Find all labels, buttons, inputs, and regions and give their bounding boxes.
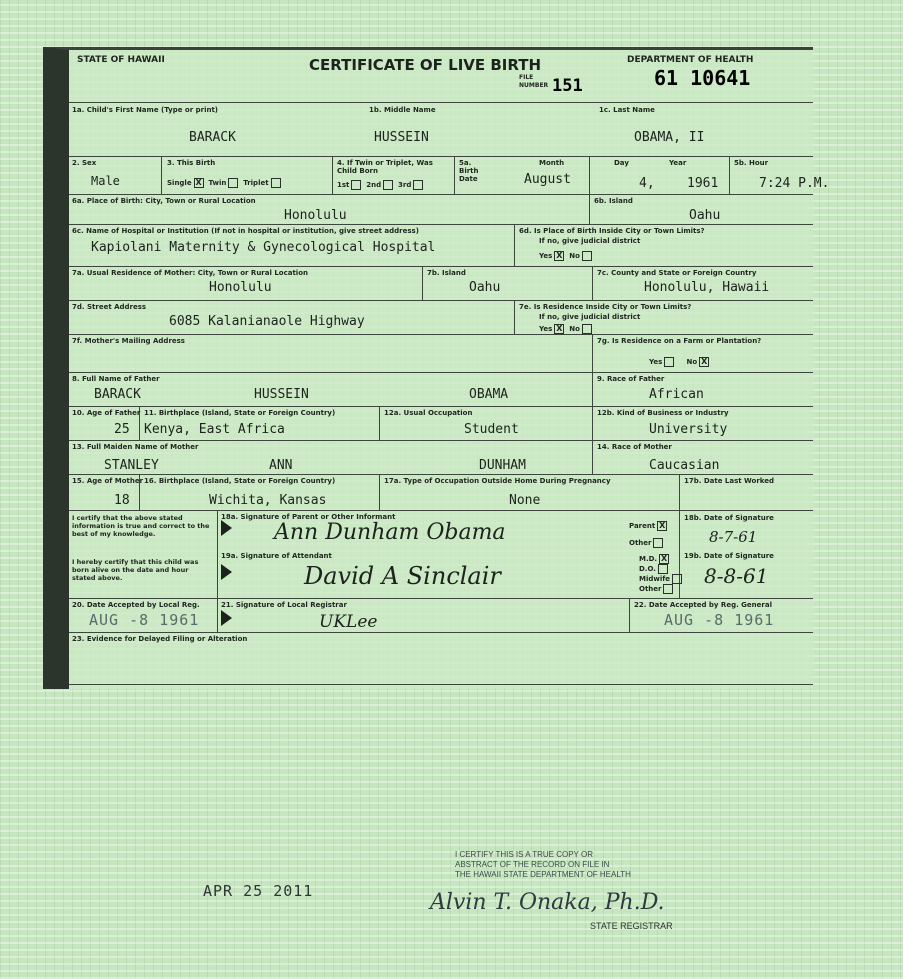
attendant-md-option: M.D. X: [639, 554, 668, 563]
label-mother-residence: 7a. Usual Residence of Mother: City, Town or Rural Location: [72, 269, 309, 277]
residence-county-state: Honolulu, Hawaii: [644, 280, 770, 295]
local-reg-date-stamp: AUG -8 1961: [89, 611, 200, 629]
local-registrar-signature: UKLee: [319, 612, 378, 632]
attendant-do-option: D.O.: [639, 564, 668, 574]
informant-parent-option: Parent X: [629, 521, 666, 530]
label-father-business: 12b. Kind of Business or Industry: [597, 409, 729, 417]
attendant-other-option: Other: [639, 584, 673, 594]
label-local-registrar-signature: 21. Signature of Local Registrar: [221, 601, 347, 609]
farm-plantation-options: Yes No X: [649, 357, 708, 366]
informant-other-option: Other: [629, 538, 663, 548]
label-father-race: 9. Race of Father: [597, 375, 665, 383]
label-judicial-district: If no, give judicial district: [539, 237, 641, 245]
attendant-midwife-option: Midwife: [639, 574, 682, 584]
label-informant-signature: 18a. Signature of Parent or Other Informant: [221, 513, 396, 521]
father-business: University: [649, 422, 728, 437]
mother-race: Caucasian: [649, 458, 720, 473]
label-date-last-worked: 17b. Date Last Worked: [684, 477, 775, 485]
label-mailing-address: 7f. Mother's Mailing Address: [72, 337, 185, 345]
label-father-age: 10. Age of Father: [72, 409, 141, 417]
label-middle-name: 1b. Middle Name: [369, 106, 436, 114]
label-day: Day: [614, 159, 629, 167]
label-hour: 5b. Hour: [734, 159, 769, 167]
state-heading: STATE OF HAWAII: [77, 55, 165, 65]
file-number-label: FILE NUMBER: [519, 74, 549, 89]
father-middle-name: HUSSEIN: [254, 387, 309, 402]
label-this-birth: 3. This Birth: [167, 159, 216, 167]
birth-city: Honolulu: [284, 208, 347, 223]
father-occupation: Student: [464, 422, 519, 437]
label-sex: 2. Sex: [72, 159, 97, 167]
birth-certificate: [43, 47, 830, 689]
mother-birthplace: Wichita, Kansas: [209, 493, 327, 508]
sex-value: Male: [91, 174, 120, 188]
mother-middle-name: ANN: [269, 458, 293, 473]
birth-year: 1961: [687, 176, 719, 191]
label-month: Month: [539, 159, 565, 167]
label-birth-date: 5a. Birth Date: [459, 159, 479, 183]
label-mother-age: 15. Age of Mother: [72, 477, 144, 485]
informant-date: 8-7-61: [709, 528, 758, 546]
mother-occupation: None: [509, 493, 541, 508]
arrow-icon: [221, 610, 232, 626]
birth-day: 4,: [639, 176, 655, 191]
mother-last-name: DUNHAM: [479, 458, 526, 473]
label-attendant-date: 19b. Date of Signature: [684, 552, 774, 560]
label-residence-island: 7b. Island: [427, 269, 466, 277]
label-year: Year: [669, 159, 687, 167]
label-inside-city-limits: 6d. Is Place of Birth Inside City or Town Limits?: [519, 227, 705, 235]
father-birthplace: Kenya, East Africa: [144, 422, 285, 437]
this-birth-options: Single X Twin Triplet: [167, 178, 281, 188]
arrow-icon: [221, 564, 232, 580]
label-place-of-birth: 6a. Place of Birth: City, Town or Rural Location: [72, 197, 256, 205]
residence-limits-options: Yes X No: [539, 324, 592, 334]
label-residence-judicial: If no, give judicial district: [539, 313, 641, 321]
department-label: DEPARTMENT OF HEALTH: [627, 55, 754, 65]
label-birth-island: 6b. Island: [594, 197, 633, 205]
label-county-state: 7c. County and State or Foreign Country: [597, 269, 757, 277]
birth-month: August: [524, 172, 571, 187]
birth-island: Oahu: [689, 208, 721, 223]
certification-date-stamp: APR 25 2011: [203, 882, 314, 900]
label-father-birthplace: 11. Birthplace (Island, State or Foreign Country): [144, 409, 336, 417]
father-last-name: OBAMA: [469, 387, 509, 402]
child-first-name: BARACK: [189, 130, 236, 145]
hospital-name: Kapiolani Maternity & Gynecological Hospital: [91, 240, 436, 255]
attendant-certification-text: I hereby certify that this child was born alive on the date and hour stated above.: [72, 558, 199, 582]
twin-order-options: 1st 2nd 3rd: [337, 180, 423, 190]
label-twin-order: 4. If Twin or Triplet, Was Child Born: [337, 159, 433, 175]
arrow-icon: [221, 520, 232, 536]
general-reg-date-stamp: AUG -8 1961: [664, 611, 775, 629]
label-mother-race: 14. Race of Mother: [597, 443, 672, 451]
father-race: African: [649, 387, 704, 402]
state-registrar-signature: Alvin T. Onaka, Ph.D.: [430, 890, 665, 915]
label-general-reg-date: 22. Date Accepted by Reg. General: [634, 601, 772, 609]
state-registrar-title: STATE REGISTRAR: [590, 921, 673, 931]
file-number: 151: [552, 76, 583, 96]
label-attendant-signature: 19a. Signature of Attendant: [221, 552, 332, 560]
label-child-first-name: 1a. Child's First Name (Type or print): [72, 106, 219, 114]
attendant-date: 8-8-61: [704, 564, 769, 588]
informant-certification-text: I certify that the above stated information is true and correct to the best of my knowledge.: [72, 514, 210, 538]
father-first-name: BARACK: [94, 387, 141, 402]
mother-age: 18: [114, 493, 130, 508]
label-father-name: 8. Full Name of Father: [72, 375, 160, 383]
attendant-signature: David A Sinclair: [304, 562, 501, 590]
mother-first-name: STANLEY: [104, 458, 159, 473]
residence-city: Honolulu: [209, 280, 272, 295]
label-last-name: 1c. Last Name: [599, 106, 655, 114]
true-copy-certification: I CERTIFY THIS IS A TRUE COPY OR ABSTRACT OF THE RECORD ON FILE IN THE HAWAII STATE DEPARTMENT OF HEALTH: [455, 850, 631, 879]
informant-signature: Ann Dunham Obama: [274, 520, 506, 545]
label-informant-date: 18b. Date of Signature: [684, 514, 774, 522]
label-local-reg-date: 20. Date Accepted by Local Reg.: [72, 601, 200, 609]
label-father-occupation: 12a. Usual Occupation: [384, 409, 473, 417]
child-middle-name: HUSSEIN: [374, 130, 429, 145]
label-mother-birthplace: 16. Birthplace (Island, State or Foreign Country): [144, 477, 336, 485]
label-street-address: 7d. Street Address: [72, 303, 147, 311]
label-farm-plantation: 7g. Is Residence on a Farm or Plantation?: [597, 337, 762, 345]
label-mother-occupation: 17a. Type of Occupation Outside Home During Pregnancy: [384, 477, 611, 485]
child-last-name: OBAMA, II: [634, 130, 705, 145]
label-delayed-filing: 23. Evidence for Delayed Filing or Alteration: [72, 635, 248, 643]
inside-city-options: Yes X No: [539, 251, 592, 261]
birth-hour: 7:24 P.M.: [759, 176, 830, 191]
label-residence-city-limits: 7e. Is Residence Inside City or Town Limits?: [519, 303, 692, 311]
residence-island: Oahu: [469, 280, 501, 295]
certificate-title: CERTIFICATE OF LIVE BIRTH: [309, 56, 542, 74]
label-mother-maiden-name: 13. Full Maiden Name of Mother: [72, 443, 199, 451]
street-address: 6085 Kalanianaole Highway: [169, 314, 365, 329]
certificate-number: 61 10641: [654, 66, 751, 90]
father-age: 25: [114, 422, 130, 437]
label-hospital: 6c. Name of Hospital or Institution (If not in hospital or institution, give street address): [72, 227, 419, 235]
